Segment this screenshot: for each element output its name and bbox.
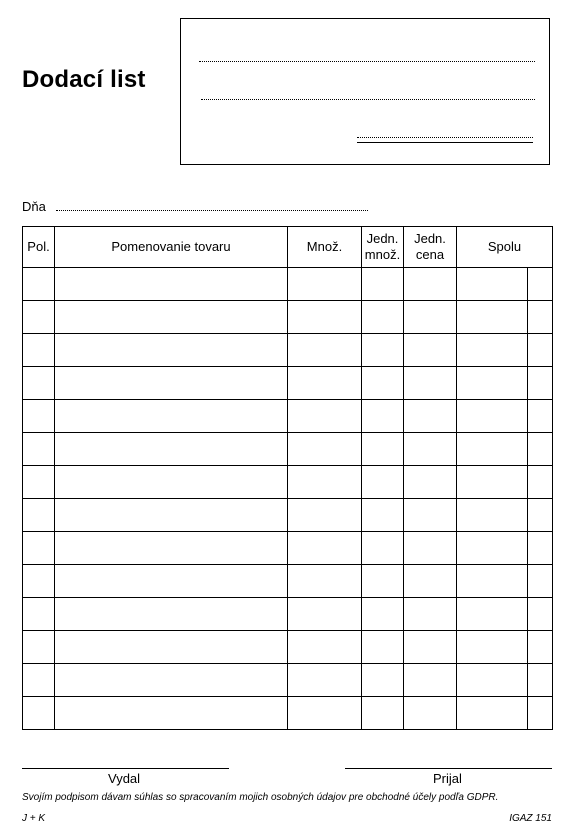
cell-unit: [362, 367, 404, 400]
table-row: [23, 433, 553, 466]
footer-right: IGAZ 151: [509, 813, 552, 824]
cell-total: [457, 664, 528, 697]
cell-total-extra: [528, 334, 553, 367]
cell-total: [457, 532, 528, 565]
header-pol: Pol.: [23, 227, 55, 268]
table-row: [23, 565, 553, 598]
cell-unit-price: [404, 301, 457, 334]
cell-quantity: [288, 367, 362, 400]
cell-unit: [362, 433, 404, 466]
cell-unit-price: [404, 598, 457, 631]
cell-unit-price: [404, 532, 457, 565]
cell-item-name: [55, 565, 288, 598]
cell-quantity: [288, 301, 362, 334]
issued-by-label: Vydal: [108, 771, 141, 786]
table-body: [23, 268, 553, 730]
address-line-3: [357, 137, 533, 138]
cell-total-extra: [528, 499, 553, 532]
cell-item-name: [55, 598, 288, 631]
cell-item-name: [55, 466, 288, 499]
table-row: [23, 334, 553, 367]
table-header-row: [23, 227, 553, 268]
received-by-label: Prijal: [433, 771, 462, 786]
table-row: [23, 697, 553, 730]
table-row: [23, 499, 553, 532]
received-by-line: [345, 768, 552, 769]
cell-total: [457, 466, 528, 499]
items-table: [22, 226, 553, 730]
cell-pol: [23, 268, 55, 301]
cell-item-name: [55, 697, 288, 730]
cell-pol: [23, 565, 55, 598]
cell-pol: [23, 301, 55, 334]
cell-total: [457, 697, 528, 730]
cell-unit-price: [404, 664, 457, 697]
cell-item-name: [55, 499, 288, 532]
cell-total: [457, 268, 528, 301]
table-row: [23, 466, 553, 499]
cell-item-name: [55, 301, 288, 334]
document-title: Dodací list: [22, 66, 146, 93]
cell-item-name: [55, 631, 288, 664]
table-row: [23, 367, 553, 400]
cell-quantity: [288, 433, 362, 466]
cell-quantity: [288, 334, 362, 367]
table-row: [23, 631, 553, 664]
cell-quantity: [288, 598, 362, 631]
table-row: [23, 301, 553, 334]
table-row: [23, 268, 553, 301]
cell-pol: [23, 697, 55, 730]
cell-pol: [23, 598, 55, 631]
cell-unit: [362, 697, 404, 730]
cell-unit-price: [404, 433, 457, 466]
header-item-name: Pomenovanie tovaru: [55, 227, 288, 268]
cell-total-extra: [528, 565, 553, 598]
cell-pol: [23, 400, 55, 433]
cell-total-extra: [528, 400, 553, 433]
cell-item-name: [55, 334, 288, 367]
cell-unit: [362, 598, 404, 631]
cell-unit-price: [404, 565, 457, 598]
cell-total-extra: [528, 268, 553, 301]
cell-quantity: [288, 499, 362, 532]
cell-total: [457, 433, 528, 466]
cell-pol: [23, 664, 55, 697]
cell-quantity: [288, 631, 362, 664]
cell-total-extra: [528, 598, 553, 631]
footer-left: J + K: [22, 813, 46, 824]
address-box: [180, 18, 550, 165]
cell-pol: [23, 466, 55, 499]
cell-unit: [362, 631, 404, 664]
cell-unit: [362, 334, 404, 367]
cell-unit: [362, 400, 404, 433]
cell-unit-price: [404, 268, 457, 301]
cell-unit: [362, 301, 404, 334]
cell-total: [457, 301, 528, 334]
cell-unit: [362, 565, 404, 598]
cell-unit-price: [404, 631, 457, 664]
cell-item-name: [55, 664, 288, 697]
date-line: [56, 210, 368, 211]
header-total: Spolu: [457, 227, 553, 268]
cell-pol: [23, 433, 55, 466]
cell-quantity: [288, 268, 362, 301]
address-line-2: [201, 99, 535, 100]
address-line-1: [199, 61, 535, 62]
table-row: [23, 664, 553, 697]
cell-quantity: [288, 664, 362, 697]
cell-total: [457, 499, 528, 532]
cell-item-name: [55, 433, 288, 466]
cell-total-extra: [528, 466, 553, 499]
cell-total: [457, 598, 528, 631]
cell-total-extra: [528, 631, 553, 664]
cell-quantity: [288, 532, 362, 565]
cell-unit-price: [404, 466, 457, 499]
cell-total-extra: [528, 697, 553, 730]
cell-unit: [362, 268, 404, 301]
cell-unit: [362, 466, 404, 499]
cell-item-name: [55, 400, 288, 433]
cell-total: [457, 334, 528, 367]
cell-total-extra: [528, 301, 553, 334]
cell-total: [457, 400, 528, 433]
cell-unit: [362, 532, 404, 565]
cell-quantity: [288, 697, 362, 730]
cell-item-name: [55, 367, 288, 400]
date-label: Dňa: [22, 199, 46, 214]
cell-unit-price: [404, 334, 457, 367]
table-row: [23, 598, 553, 631]
cell-pol: [23, 499, 55, 532]
issued-by-line: [22, 768, 229, 769]
cell-pol: [23, 631, 55, 664]
cell-total-extra: [528, 433, 553, 466]
address-underline: [357, 142, 533, 143]
cell-total-extra: [528, 532, 553, 565]
cell-unit: [362, 499, 404, 532]
gdpr-notice: Svojím podpisom dávam súhlas so spracovaním mojich osobných údajov pre obchodné účely podľa GDPR.: [22, 792, 499, 803]
cell-pol: [23, 367, 55, 400]
header-unit: Jedn. množ.: [362, 227, 404, 268]
cell-unit-price: [404, 367, 457, 400]
cell-item-name: [55, 532, 288, 565]
header-quantity: Množ.: [288, 227, 362, 268]
cell-unit-price: [404, 499, 457, 532]
cell-total-extra: [528, 664, 553, 697]
cell-quantity: [288, 565, 362, 598]
cell-item-name: [55, 268, 288, 301]
cell-quantity: [288, 400, 362, 433]
cell-quantity: [288, 466, 362, 499]
cell-unit-price: [404, 400, 457, 433]
cell-unit-price: [404, 697, 457, 730]
table-row: [23, 400, 553, 433]
cell-total-extra: [528, 367, 553, 400]
cell-pol: [23, 532, 55, 565]
cell-total: [457, 367, 528, 400]
cell-total: [457, 631, 528, 664]
cell-pol: [23, 334, 55, 367]
header-unit-price: Jedn. cena: [404, 227, 457, 268]
table-row: [23, 532, 553, 565]
cell-unit: [362, 664, 404, 697]
cell-total: [457, 565, 528, 598]
